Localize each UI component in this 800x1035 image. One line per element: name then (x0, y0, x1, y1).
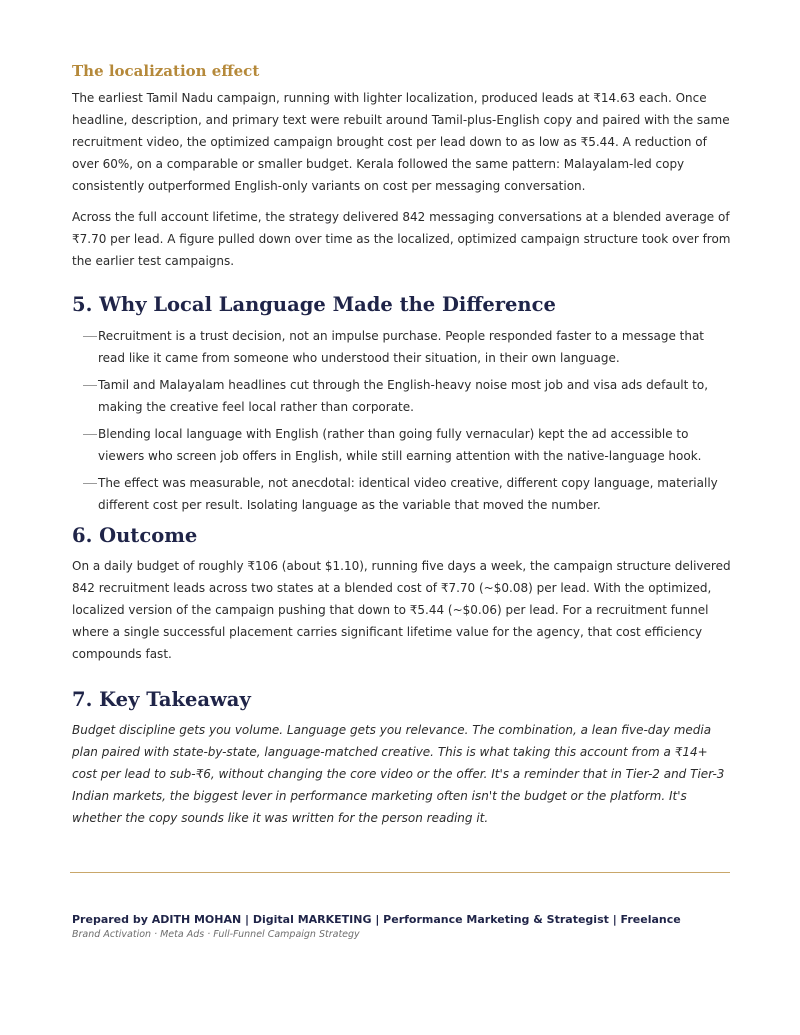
outcome-paragraph: On a daily budget of roughly ₹106 (about $1.10), running five days a week, the campaign structure delivered 842 recruitment leads across two states at a blended cost of ₹7.70 (~$0.08) per lead. With the optimized, localized version of the campaign pushing that down to ₹5.44 (~$0.06) per lead. For a recruitment funnel where a single successful placement carries significant lifetime value for the agency, that cost efficiency compounds fast. (72, 559, 731, 661)
dash-bullet-icon (83, 336, 97, 337)
list-item (72, 374, 732, 418)
key-takeaway-paragraph: Budget discipline gets you volume. Language gets you relevance. The combination, a lean five-day media plan paired with state-by-state, language-matched creative. This is what taking this account from a ₹14+ cost per lead to sub-₹6, without changing the core video or the offer. It's a reminder that in Tier-2 and Tier-3 Indian markets, the biggest lever in performance marketing often isn't the budget or the platform. It's whether the copy sounds like it was written for the person reading it. (72, 723, 725, 825)
footer (72, 912, 732, 942)
list-item (72, 325, 732, 369)
document-page (72, 62, 732, 829)
dash-bullet-icon (83, 434, 97, 435)
localization-effect-heading: The localization effect (72, 62, 260, 80)
section-5-bullet-list (72, 325, 732, 516)
dash-bullet-icon (83, 483, 97, 484)
list-item-text: The effect was measurable, not anecdotal: identical video creative, different copy language, materially different cost per result. Isolating language as the variable that moved the number. (98, 476, 718, 512)
list-item (72, 472, 732, 516)
list-item (72, 423, 732, 467)
list-item-text: Tamil and Malayalam headlines cut through the English-heavy noise most job and visa ads default to, making the creative feel local rather than corporate. (98, 378, 709, 414)
list-item-text: Blending local language with English (rather than going fully vernacular) kept the ad accessible to viewers who screen job offers in English, while still earning attention with the native-language hook. (98, 427, 702, 463)
list-item-text: Recruitment is a trust decision, not an impulse purchase. People responded faster to a message that read like it came from someone who understood their situation, in their own language. (98, 329, 705, 365)
section-6-heading: 6. Outcome (72, 524, 198, 547)
localization-paragraph-2: Across the full account lifetime, the strategy delivered 842 messaging conversations at a blended average of ₹7.70 per lead. A figure pulled down over time as the localized, optimized campaign structure took over from the earlier test campaigns. (72, 210, 731, 268)
section-5-heading: 5. Why Local Language Made the Difference (72, 293, 556, 316)
section-7-heading: 7. Key Takeaway (72, 688, 251, 711)
footer-tagline: Brand Activation · Meta Ads · Full-Funnel Campaign Strategy (72, 929, 360, 940)
footer-prepared-by: Prepared by ADITH MOHAN | Digital MARKETING | Performance Marketing & Strategist | Freelance (72, 913, 681, 926)
footer-divider (70, 872, 730, 873)
dash-bullet-icon (83, 385, 97, 386)
localization-paragraph-1: The earliest Tamil Nadu campaign, running with lighter localization, produced leads at ₹14.63 each. Once headline, description, and primary text were rebuilt around Tamil-plus-English copy and paired with the same recruitment video, the optimized campaign brought cost per lead down to as low as ₹5.44. A reduction of over 60%, on a comparable or smaller budget. Kerala followed the same pattern: Malayalam-led copy consistently outperformed English-only variants on cost per messaging conversation. (72, 91, 730, 193)
